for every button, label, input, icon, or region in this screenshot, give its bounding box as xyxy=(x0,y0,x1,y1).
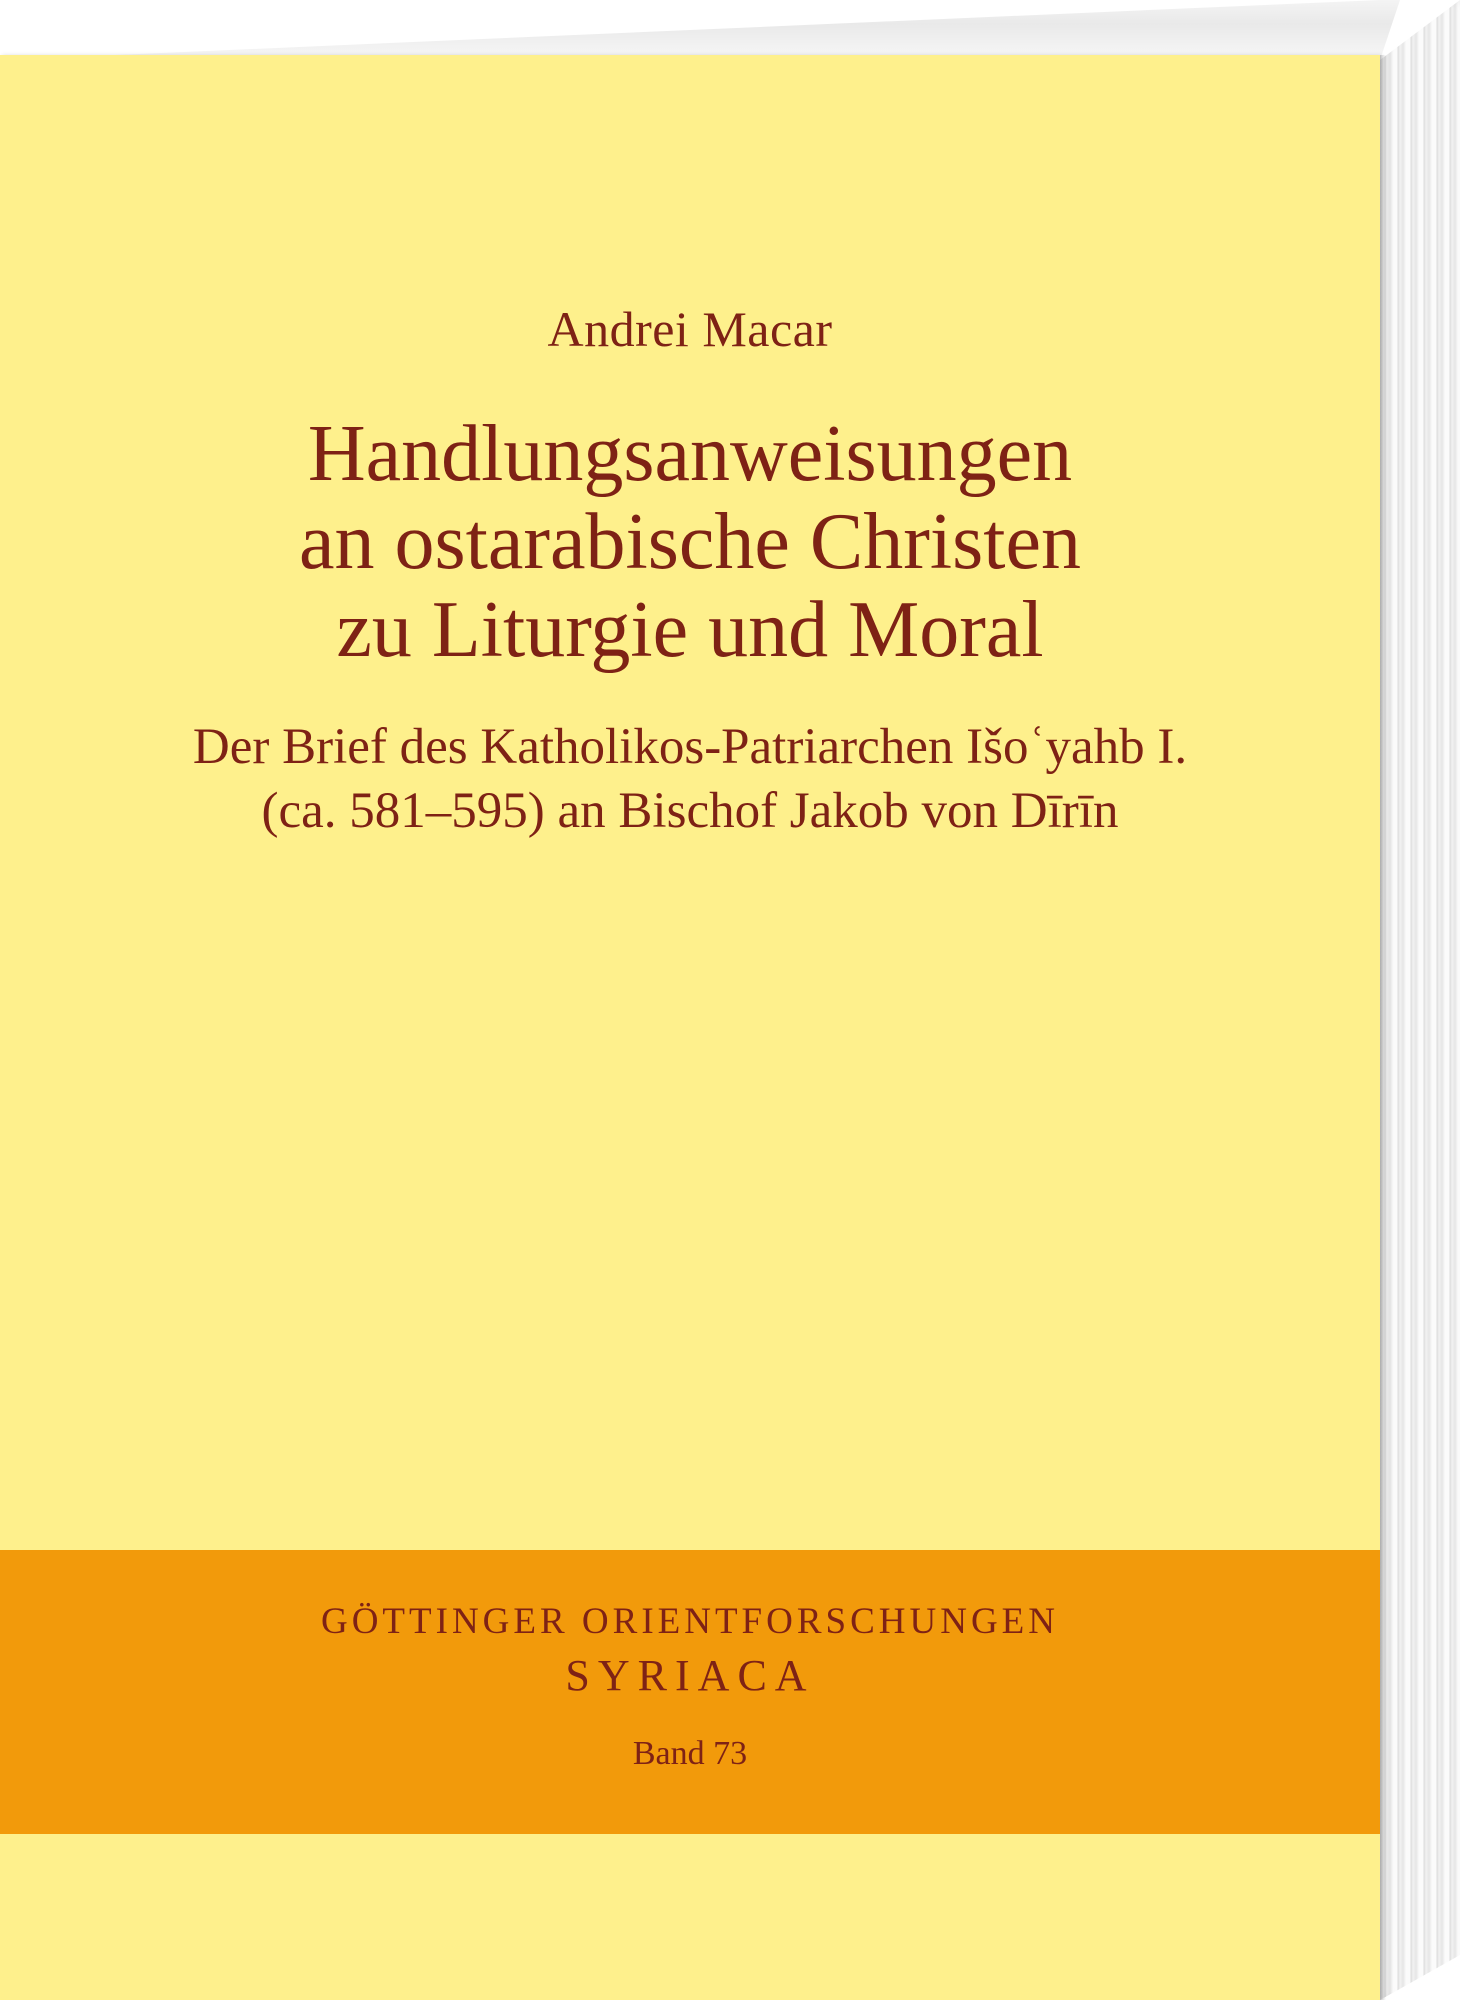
subseries-name: SYRIACA xyxy=(565,1651,815,1700)
series-name: GÖTTINGER ORIENTFORSCHUNGEN xyxy=(320,1601,1059,1642)
subtitle-line: (ca. 581–595) an Bischof Jakob von Dīrīn xyxy=(261,783,1119,839)
author-name: Andrei Macar xyxy=(547,301,833,357)
title-line: an ostarabische Christen xyxy=(299,498,1081,586)
volume-number: Band 73 xyxy=(632,1735,748,1772)
subtitle-line: Der Brief des Katholikos-Patriarchen Išoʿyahb I. xyxy=(192,719,1188,775)
book-subtitle xyxy=(0,715,1380,843)
page-block-top xyxy=(0,0,1400,60)
page-block-side xyxy=(1380,0,1460,2000)
title-line: Handlungsanweisungen xyxy=(307,410,1073,498)
series-band xyxy=(0,1550,1380,1834)
title-line: zu Liturgie und Moral xyxy=(336,586,1044,674)
book-cover xyxy=(0,55,1380,2000)
book-title xyxy=(0,410,1380,674)
page-edge-shadow xyxy=(1380,55,1386,2000)
